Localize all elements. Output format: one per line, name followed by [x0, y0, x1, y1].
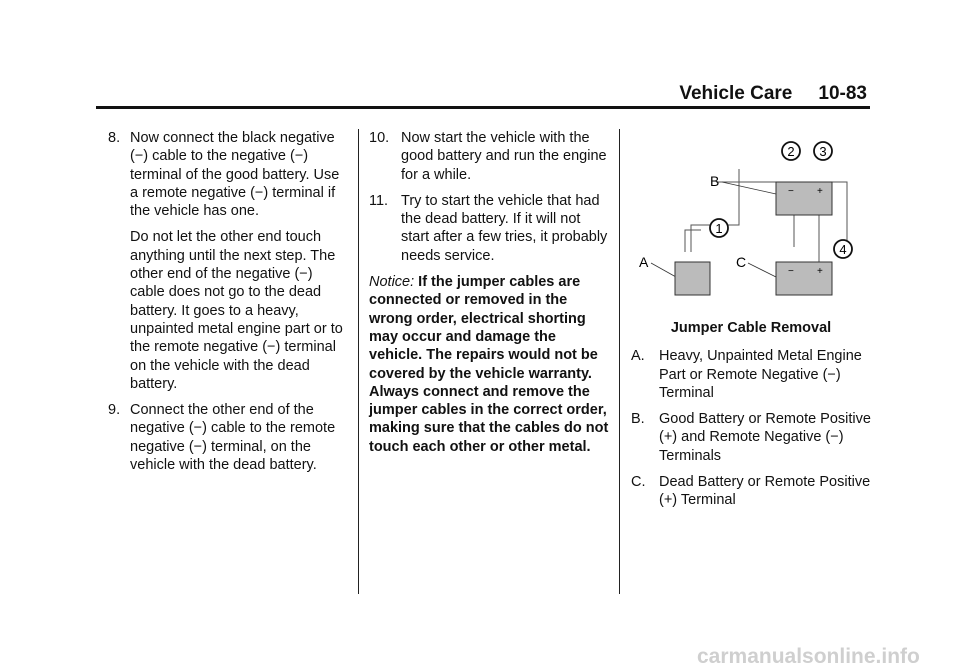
- step-text: Try to start the vehicle that had the dead battery. If it will not start after a few tries, it probably needs service.: [401, 192, 608, 264]
- legend-text: Heavy, Unpainted Metal Engine Part or Remote Negative (−) Terminal: [659, 348, 862, 401]
- step-11: [369, 192, 609, 265]
- label-a: A: [639, 254, 649, 270]
- legend-key: C.: [631, 474, 646, 491]
- legend-text: Good Battery or Remote Positive (+) and Remote Negative (−) Terminals: [659, 411, 871, 464]
- good-battery-minus: −: [788, 186, 794, 197]
- cable-ground: [685, 230, 701, 252]
- watermark: carmanualsonline.info: [697, 645, 920, 668]
- legend-item-a: [631, 347, 871, 402]
- callout-1-text: 1: [715, 221, 723, 236]
- step-9: [108, 401, 348, 474]
- callout-3-text: 3: [819, 144, 827, 159]
- label-c: C: [736, 254, 747, 270]
- running-header: [679, 83, 867, 105]
- legend-key: A.: [631, 348, 645, 365]
- legend-text: Dead Battery or Remote Positive (+) Terminal: [659, 474, 871, 509]
- step-number: 10.: [369, 130, 390, 146]
- notice-text: If the jumper cables are connected or removed in the wrong order, electrical shorting may occur and damage the vehicle. The repairs would not be covered by the vehicle warranty. Always connect and remove the jumper cables in the correct order, making sure that the cables do not touch each other or other metal.: [369, 274, 609, 455]
- callout-4-text: 4: [839, 242, 847, 257]
- step-text: Now start the vehicle with the good battery and run the engine for a while.: [401, 130, 607, 183]
- jumper-cable-diagram: [631, 129, 871, 319]
- section-title: Vehicle Care: [679, 83, 793, 104]
- good-battery-plus: +: [817, 186, 823, 197]
- step-number: 8.: [108, 130, 121, 146]
- legend-item-c: [631, 473, 871, 510]
- figure-caption: Jumper Cable Removal: [670, 320, 832, 336]
- leader-a: [651, 263, 676, 277]
- column-divider-1: [358, 129, 359, 594]
- legend-key: B.: [631, 411, 645, 428]
- dead-battery: [776, 262, 832, 295]
- legend-item-b: [631, 410, 871, 465]
- page-number: 10-83: [818, 83, 867, 104]
- step-text: Now connect the black negative (−) cable to the negative (−) terminal of the good battery. Use a remote negative (−) terminal if the vehicle has one.: [130, 130, 340, 220]
- column-divider-2: [619, 129, 620, 594]
- callout-2-text: 2: [787, 144, 795, 159]
- column-1: [108, 129, 348, 482]
- column-3: [631, 129, 871, 518]
- leader-c: [748, 263, 776, 277]
- step-text: Connect the other end of the negative (−) cable to the remote negative (−) terminal, on the vehicle with the dead battery.: [130, 402, 336, 474]
- dead-battery-plus: +: [817, 266, 823, 277]
- dead-battery-minus: −: [788, 266, 794, 277]
- engine-ground-block: [675, 262, 710, 295]
- step-8: [108, 129, 348, 220]
- step-number: 9.: [108, 402, 121, 419]
- step-10: [369, 129, 609, 184]
- step-8-paragraph: Do not let the other end touch anything until the next step. The other end of the negative (−) cable does not go to the dead battery. It goes to a heavy, unpainted metal engine part or to the remote negative (−) terminal on the vehicle with the dead battery.: [130, 229, 343, 392]
- label-b: B: [710, 173, 720, 189]
- step-number: 11.: [369, 192, 389, 209]
- notice-label: Notice:: [369, 274, 415, 291]
- leader-b: [722, 182, 776, 194]
- column-2: [369, 129, 609, 464]
- good-battery: [776, 182, 832, 215]
- header-rule: [96, 106, 870, 109]
- notice: [369, 273, 609, 456]
